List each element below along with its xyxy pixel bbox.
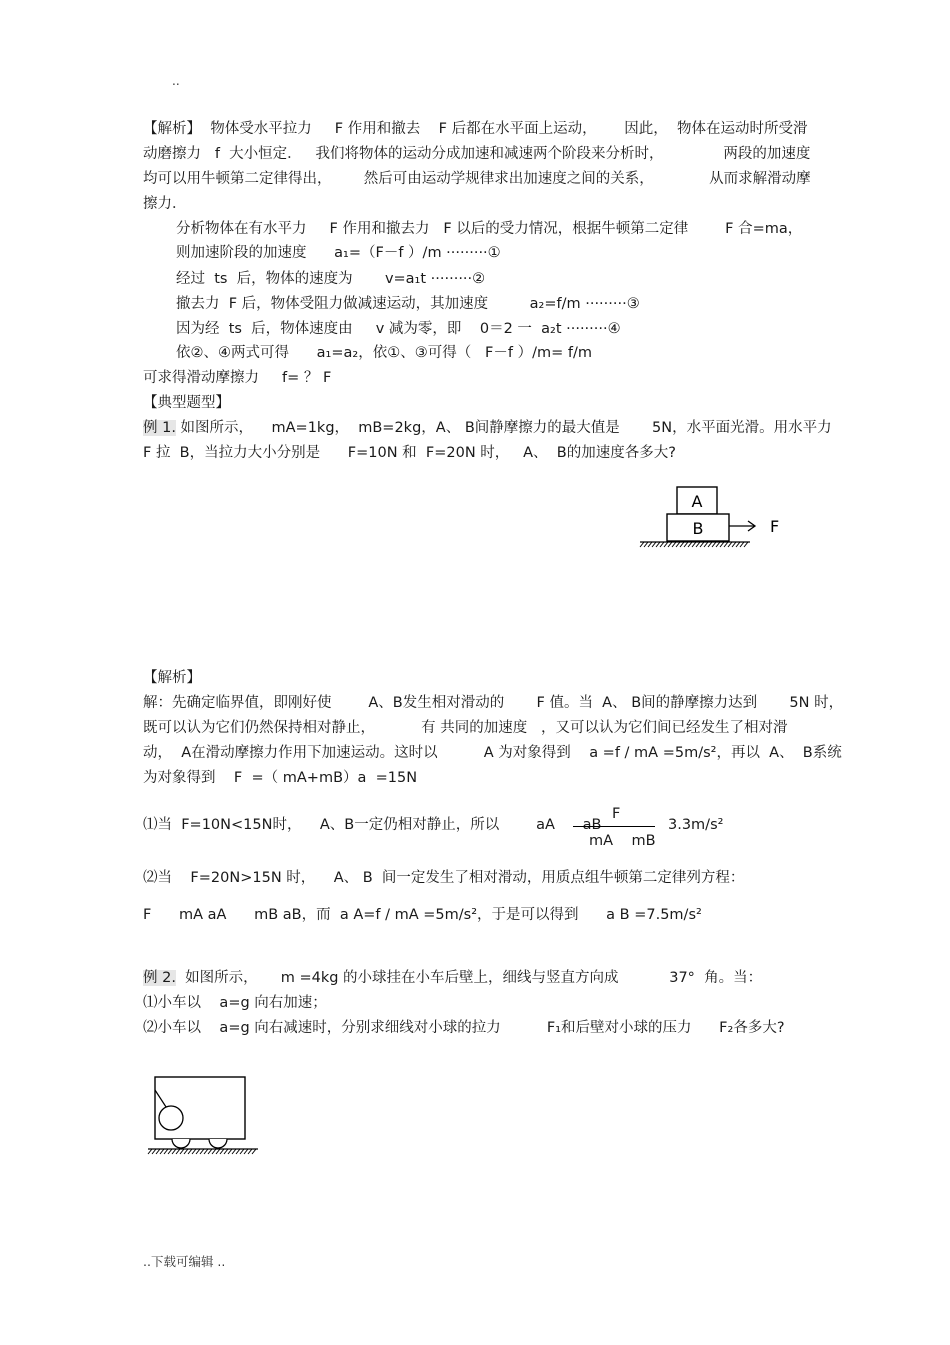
force-label: F (770, 517, 780, 536)
hatch-mark (740, 542, 744, 547)
example2-line1 (143, 968, 762, 988)
hatch-mark (240, 1149, 244, 1154)
example2-label: 例 2. (143, 970, 176, 986)
header-mark: .. (172, 74, 180, 88)
hatch-mark (724, 542, 728, 547)
derivation-line: 因为经 ts 后，物体速度由 v 减为零，即 0＝2 一 a₂t ·········④ (176, 321, 621, 337)
fraction-bar (573, 826, 655, 827)
case2-text: ⑵当 F=20N>15N 时， A、 B 间一定发生了相对滑动，用质点组牛顿第二定律列方程： (143, 870, 745, 886)
block-b-label: B (692, 519, 704, 538)
hatch-mark (732, 542, 736, 547)
hatch-mark (196, 1149, 200, 1154)
hatch-mark (248, 1149, 252, 1154)
example2-line3: ⑵小车以 a=g 向右减速时，分别求细线对小球的拉力 F₁和后壁对小球的压力 F₂各多大? (143, 1020, 785, 1036)
example1-label: 例 1. (143, 420, 176, 436)
case2-equation: F mA aA mB aB，而 a A=f / mA =5m/s²，于是可以得到 a B =7.5m/s² (143, 907, 702, 923)
hatch-mark (688, 542, 692, 547)
hatch-mark (708, 542, 712, 547)
hatch-mark (220, 1149, 224, 1154)
hatch-mark (168, 1149, 172, 1154)
hatch-mark (200, 1149, 204, 1154)
hatch-mark (680, 542, 684, 547)
ground-hatching (148, 1149, 256, 1154)
example2-cart-figure (140, 1070, 265, 1165)
example2-line2: ⑴小车以 a=g 向右加速； (143, 995, 327, 1011)
hatch-mark (204, 1149, 208, 1154)
hatch-mark (652, 542, 656, 547)
example1-line2: F 拉 B，当拉力大小分别是 F=10N 和 F=20N 时， A、 B的加速度各多大? (143, 445, 676, 461)
fraction-numerator: F (612, 806, 621, 822)
hatch-mark (152, 1149, 156, 1154)
hatch-mark (160, 1149, 164, 1154)
intro-line: 动磨擦力 f 大小恒定． 我们将物体的运动分成加速和减速两个阶段来分析时， 两段的加速度 (143, 146, 811, 162)
example1-text: 如图所示， mA=1kg， mB=2kg，A、 B间静摩擦力的最大值是 5N，水平面光滑。用水平力 (175, 420, 832, 436)
result-line: 可求得滑动摩擦力 f= ？ F (143, 370, 332, 386)
hatch-mark (684, 542, 688, 547)
solution1-title: 【解析】 (143, 670, 201, 686)
hatch-mark (744, 542, 748, 547)
case1-text: ⑴当 F=10N<15N时， A、B一定仍相对静止，所以 aA aB (143, 817, 602, 833)
hatch-mark (676, 542, 680, 547)
ball (159, 1106, 183, 1130)
intro-line: 擦力． (143, 196, 187, 212)
hatch-mark (164, 1149, 168, 1154)
hatch-mark (668, 542, 672, 547)
derivation-line: 撤去力 F 后，物体受阻力做减速运动，其加速度 a₂=f/m ·········③ (176, 296, 640, 312)
example1-line1 (143, 418, 832, 438)
hatch-mark (700, 542, 704, 547)
hatch-mark (704, 542, 708, 547)
intro-line: 均可以用牛顿第二定律得出， 然后可由运动学规律求出加速度之间的关系， 从而求解滑动摩 (143, 171, 811, 187)
hatch-mark (720, 542, 724, 547)
hatch-mark (156, 1149, 160, 1154)
hatch-mark (244, 1149, 248, 1154)
hatch-mark (252, 1149, 256, 1154)
ground-hatching (640, 542, 748, 547)
case1-value: 3.3m/s² (668, 817, 724, 833)
hatch-mark (644, 542, 648, 547)
hatch-mark (664, 542, 668, 547)
hatch-mark (228, 1149, 232, 1154)
hatch-mark (640, 542, 644, 547)
hatch-mark (184, 1149, 188, 1154)
hatch-mark (696, 542, 700, 547)
hatch-mark (212, 1149, 216, 1154)
hatch-mark (736, 542, 740, 547)
hatch-mark (672, 542, 676, 547)
hatch-mark (728, 542, 732, 547)
hatch-mark (232, 1149, 236, 1154)
hatch-mark (148, 1149, 152, 1154)
hatch-mark (716, 542, 720, 547)
hatch-mark (188, 1149, 192, 1154)
hatch-mark (208, 1149, 212, 1154)
hatch-mark (648, 542, 652, 547)
solution1-line: 动， A在滑动摩擦力作用下加速运动。这时以 A 为对象得到 a =f / mA =5m/s²，再以 A、 B系统 (143, 745, 842, 761)
hatch-mark (216, 1149, 220, 1154)
hatch-mark (180, 1149, 184, 1154)
cart-wheel-left (172, 1139, 190, 1148)
hatch-mark (224, 1149, 228, 1154)
intro-line: 【解析】 物体受水平拉力 F 作用和撤去 F 后都在水平面上运动， 因此， 物体在运动时所受滑 (143, 121, 808, 137)
hatch-mark (660, 542, 664, 547)
derivation-line: 经过 ts 后，物体的速度为 v=a₁t ·········② (176, 271, 486, 287)
hatch-mark (176, 1149, 180, 1154)
footer-text: ..下载可编辑 .. (143, 1254, 226, 1269)
hatch-mark (172, 1149, 176, 1154)
fraction-denominator: mA mB (589, 833, 656, 849)
solution1-line: 为对象得到 F =（ mA+mB）a =15N (143, 770, 418, 786)
section-title: 【典型题型】 (143, 395, 230, 411)
block-a-label: A (691, 492, 703, 511)
solution1-line: 解：先确定临界值，即刚好使 A、B发生相对滑动的 F 值。当 A、 B间的静摩擦力达到 5N 时， (143, 695, 844, 711)
derivation-line: 依②、④两式可得 a₁=a₂，依①、③可得（ F－f ）/m= f/m (176, 345, 592, 361)
solution1-line: 既可以认为它们仍然保持相对静止， 有 共同的加速度 ，又可以认为它们间已经发生了相对滑 (143, 720, 788, 736)
hatch-mark (692, 542, 696, 547)
example1-blocks-figure (630, 480, 800, 550)
hatch-mark (236, 1149, 240, 1154)
example2-text: 如图所示， m =4kg 的小球挂在小车后壁上，细线与竖直方向成 37° 角。当： (175, 970, 763, 986)
cart-wheel-right (209, 1139, 227, 1148)
hatch-mark (656, 542, 660, 547)
derivation-line: 分析物体在有水平力 F 作用和撤去力 F 以后的受力情况，根据牛顿第二定律 F 合=ma， (176, 221, 803, 237)
hatch-mark (192, 1149, 196, 1154)
hatch-mark (712, 542, 716, 547)
derivation-line: 则加速阶段的加速度 a₁=（F－f ）/m ·········① (176, 245, 501, 261)
